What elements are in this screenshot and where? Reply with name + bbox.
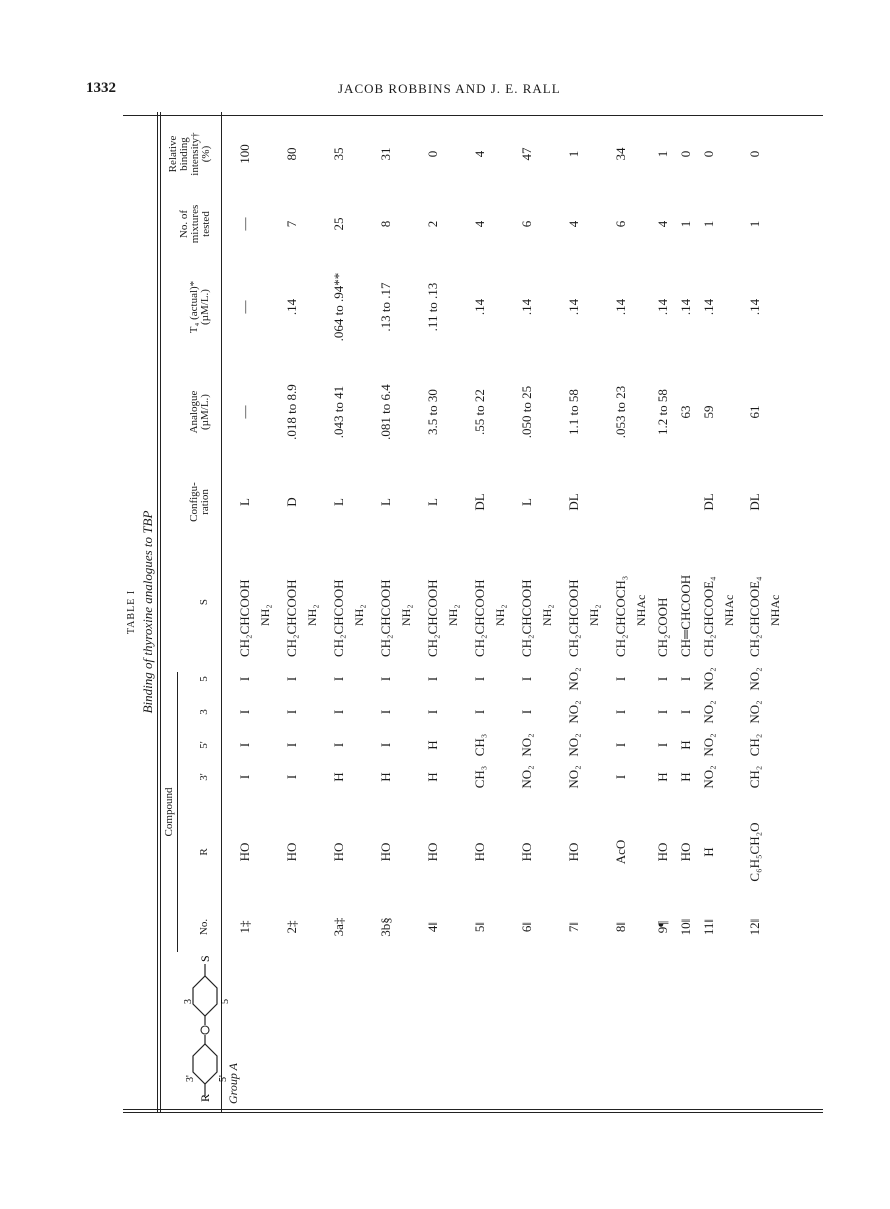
cell-t4: — xyxy=(237,300,252,314)
cell-t4: .064 to .94** xyxy=(331,272,346,342)
cell-t4: .14 xyxy=(284,298,299,316)
cell-no: 7‖ xyxy=(566,921,581,933)
cell-s: CH₂CHCOOH xyxy=(378,579,393,657)
cell-analogue: .081 to 6.4 xyxy=(378,384,393,440)
cell-5prime: I xyxy=(237,742,252,748)
top-rule xyxy=(157,112,158,1112)
cell-configuration: L xyxy=(425,498,440,506)
cell-mixtures: 4 xyxy=(472,220,487,228)
table-row xyxy=(748,112,812,1112)
cell-3prime: NO₂ xyxy=(566,765,581,789)
cell-relative-binding: 0 xyxy=(747,150,762,158)
cell-5: I xyxy=(237,676,252,682)
cell-r: HO xyxy=(378,842,393,862)
cell-3: NO₂ xyxy=(566,700,581,724)
top-rule-2 xyxy=(160,112,161,1112)
cell-no: 3b§ xyxy=(378,917,393,937)
cell-s: CH₂CHCOOH xyxy=(284,579,299,657)
cell-s: CH₂CHCOOH xyxy=(519,579,534,657)
cell-3: NO₂ xyxy=(701,700,716,724)
svg-text:3': 3' xyxy=(185,1075,196,1082)
cell-mixtures: — xyxy=(237,217,252,231)
cell-s: CH₂CHCOOH xyxy=(472,579,487,657)
cell-5: I xyxy=(425,676,440,682)
cell-t4: .14 xyxy=(701,298,716,316)
cell-configuration: DL xyxy=(701,493,716,511)
cell-5: I xyxy=(678,676,693,682)
cell-5: I xyxy=(613,676,628,682)
cell-s-sub: NH₂ xyxy=(587,604,601,626)
cell-mixtures: 2 xyxy=(425,220,440,228)
cell-configuration: DL xyxy=(566,493,581,511)
header-configuration: Configu- ration xyxy=(188,482,211,522)
group-label: Group A xyxy=(226,1062,240,1104)
cell-mixtures: 8 xyxy=(378,220,393,228)
cell-5prime: I xyxy=(284,742,299,748)
cell-5: NO₂ xyxy=(747,667,762,691)
cell-analogue: .018 to 8.9 xyxy=(284,384,299,440)
svg-text:5': 5' xyxy=(218,1075,229,1082)
cell-analogue: 59 xyxy=(701,405,716,419)
cell-5: I xyxy=(655,676,670,682)
cell-no: 10‖ xyxy=(678,918,693,936)
cell-5prime: I xyxy=(655,742,670,748)
cell-relative-binding: 47 xyxy=(519,147,534,161)
cell-3prime: H xyxy=(425,772,440,782)
cell-mixtures: 1 xyxy=(678,220,693,228)
cell-5prime: NO₂ xyxy=(701,733,716,757)
header-3: 3 xyxy=(198,709,210,715)
cell-t4: .14 xyxy=(519,298,534,316)
cell-relative-binding: 1 xyxy=(566,150,581,158)
cell-analogue: 61 xyxy=(747,405,762,419)
cell-r: C₆H₅CH₂O xyxy=(747,822,762,882)
cell-3: I xyxy=(331,709,346,715)
cell-5prime: I xyxy=(331,742,346,748)
cell-s: CH₂CHCOOH xyxy=(237,579,252,657)
cell-5prime: H xyxy=(425,740,440,750)
cell-3: I xyxy=(425,709,440,715)
svg-text:R: R xyxy=(198,1093,212,1102)
cell-mixtures: 6 xyxy=(519,220,534,228)
rotated-table xyxy=(123,112,823,1112)
cell-t4: .14 xyxy=(747,298,762,316)
cell-s: CH₂CHCOOE₄ xyxy=(747,576,762,657)
cell-s-sub: NH₂ xyxy=(540,604,554,626)
cell-configuration: DL xyxy=(747,493,762,511)
cell-relative-binding: 0 xyxy=(425,150,440,158)
header-5prime: 5' xyxy=(198,741,210,749)
cell-no: 2‡ xyxy=(284,920,299,934)
header-r: R xyxy=(198,848,210,856)
cell-3prime: NO₂ xyxy=(519,765,534,789)
cell-no: 11‖ xyxy=(701,918,716,936)
cell-3prime: I xyxy=(237,774,252,780)
cell-s: CH₂CHCOOH xyxy=(331,579,346,657)
cell-3prime: H xyxy=(655,772,670,782)
cell-5: I xyxy=(331,676,346,682)
cell-s-sub: NH₂ xyxy=(305,604,319,626)
page-number: 1332 xyxy=(86,80,116,96)
header-analogue: Analogue (µM/L.) xyxy=(188,390,211,434)
cell-mixtures: 25 xyxy=(331,217,346,231)
cell-3prime: H xyxy=(331,772,346,782)
cell-analogue: .053 to 23 xyxy=(613,385,628,439)
cell-r: HO xyxy=(519,842,534,862)
cell-5prime: I xyxy=(378,742,393,748)
header-no: No. xyxy=(198,918,210,936)
cell-s-sub: NHAc xyxy=(768,594,782,626)
cell-analogue: 1.2 to 58 xyxy=(655,389,670,435)
cell-r: H xyxy=(701,847,716,857)
cell-mixtures: 4 xyxy=(655,220,670,228)
table-label: TABLE I xyxy=(126,589,137,635)
header-t4: T₄ (actual)* (µM/L.) xyxy=(188,280,211,334)
cell-5: I xyxy=(284,676,299,682)
cell-3: I xyxy=(519,709,534,715)
cell-s-sub: NHAc xyxy=(722,594,736,626)
cell-3: NO₂ xyxy=(747,700,762,724)
cell-analogue: .55 to 22 xyxy=(472,389,487,435)
cell-no: 4‖ xyxy=(425,921,440,933)
cell-mixtures: 1 xyxy=(747,220,762,228)
cell-3: I xyxy=(655,709,670,715)
cell-relative-binding: 0 xyxy=(678,150,693,158)
cell-r: AcO xyxy=(613,839,628,865)
cell-5prime: NO₂ xyxy=(566,733,581,757)
cell-relative-binding: 80 xyxy=(284,147,299,161)
cell-s: CH₂CHCOCH₃ xyxy=(613,575,628,657)
cell-no: 9¶ xyxy=(655,920,670,934)
cell-s-sub: NH₂ xyxy=(258,604,272,626)
cell-s: CH═CHCOOH xyxy=(678,574,693,657)
cell-relative-binding: 100 xyxy=(237,144,252,164)
cell-s: CH₂CHCOOE₄ xyxy=(701,576,716,657)
cell-no: 3a‡ xyxy=(331,917,346,937)
cell-analogue: 3.5 to 30 xyxy=(425,389,440,435)
cell-no: 12‖ xyxy=(747,918,762,936)
cell-t4: .14 xyxy=(678,298,693,316)
cell-relative-binding: 1 xyxy=(655,150,670,158)
cell-relative-binding: 31 xyxy=(378,147,393,161)
header-5: 5 xyxy=(198,676,210,682)
cell-5: NO₂ xyxy=(701,667,716,691)
cell-5prime: H xyxy=(678,740,693,750)
cell-no: 1‡ xyxy=(237,920,252,934)
cell-r: HO xyxy=(284,842,299,862)
cell-relative-binding: 4 xyxy=(472,150,487,158)
cell-s-sub: NH₂ xyxy=(446,604,460,626)
cell-configuration: D xyxy=(284,497,299,507)
cell-configuration: DL xyxy=(472,493,487,511)
cell-3: I xyxy=(678,709,693,715)
cell-r: HO xyxy=(425,842,440,862)
cell-r: HO xyxy=(655,842,670,862)
cell-5: NO₂ xyxy=(566,667,581,691)
cell-5prime: CH₂ xyxy=(747,733,762,757)
cell-5: I xyxy=(378,676,393,682)
cell-analogue: .050 to 25 xyxy=(519,385,534,439)
cell-5: I xyxy=(472,676,487,682)
svg-text:3: 3 xyxy=(183,999,194,1004)
cell-t4: .11 to .13 xyxy=(425,282,440,332)
cell-3: I xyxy=(378,709,393,715)
left-double-rule xyxy=(123,1112,823,1113)
svg-text:S: S xyxy=(198,955,212,962)
cell-configuration: L xyxy=(519,498,534,506)
header-mixtures: No. of mixtures tested xyxy=(178,204,212,244)
cell-5: I xyxy=(519,676,534,682)
cell-3: I xyxy=(472,709,487,715)
cell-analogue: 1.1 to 58 xyxy=(566,389,581,435)
cell-mixtures: 4 xyxy=(566,220,581,228)
header-s: S xyxy=(198,598,210,606)
cell-r: HO xyxy=(678,842,693,862)
cell-r: HO xyxy=(331,842,346,862)
cell-relative-binding: 34 xyxy=(613,147,628,161)
cell-s-sub: NH₂ xyxy=(399,604,413,626)
page-header xyxy=(0,80,890,104)
cell-s-sub: NH₂ xyxy=(493,604,507,626)
cell-no: 8‖ xyxy=(613,921,628,933)
cell-3prime: NO₂ xyxy=(701,765,716,789)
cell-3prime: H xyxy=(678,772,693,782)
cell-3: I xyxy=(613,709,628,715)
cell-configuration: L xyxy=(237,498,252,506)
cell-r: HO xyxy=(566,842,581,862)
cell-r: HO xyxy=(237,842,252,862)
cell-configuration: L xyxy=(331,498,346,506)
cell-r: HO xyxy=(472,842,487,862)
cell-t4: .14 xyxy=(655,298,670,316)
table-title: Binding of thyroxine analogues to TBP xyxy=(140,510,155,714)
compound-rule xyxy=(177,672,178,952)
cell-5prime: NO₂ xyxy=(519,733,534,757)
cell-3: I xyxy=(284,709,299,715)
header-compound: Compound xyxy=(163,787,175,837)
cell-configuration: L xyxy=(378,498,393,506)
cell-s: CH₂COOH xyxy=(655,597,670,657)
cell-mixtures: 7 xyxy=(284,220,299,228)
cell-3prime: I xyxy=(613,774,628,780)
cell-mixtures: 6 xyxy=(613,220,628,228)
cell-no: 5‖ xyxy=(472,921,487,933)
cell-5prime: I xyxy=(613,742,628,748)
cell-relative-binding: 0 xyxy=(701,150,716,158)
cell-3prime: H xyxy=(378,772,393,782)
cell-analogue: 63 xyxy=(678,405,693,419)
cell-analogue: — xyxy=(237,405,252,419)
cell-s-sub: NH₂ xyxy=(352,604,366,626)
cell-3prime: I xyxy=(284,774,299,780)
cell-s: CH₂CHCOOH xyxy=(425,579,440,657)
running-head: JACOB ROBBINS AND J. E. RALL xyxy=(338,81,561,96)
cell-s: CH₂CHCOOH xyxy=(566,579,581,657)
svg-text:5: 5 xyxy=(220,999,231,1004)
cell-relative-binding: 35 xyxy=(331,147,346,161)
cell-3prime: CH₃ xyxy=(472,765,487,789)
cell-s-sub: NHAc xyxy=(634,594,648,626)
cell-3prime: CH₂ xyxy=(747,765,762,789)
header-relative-binding: Relative binding intensity† (%) xyxy=(167,132,212,176)
cell-mixtures: 1 xyxy=(701,220,716,228)
cell-t4: .13 to .17 xyxy=(378,282,393,332)
cell-5prime: CH₃ xyxy=(472,733,487,757)
cell-no: 6‖ xyxy=(519,921,534,933)
cell-t4: .14 xyxy=(566,298,581,316)
header-3prime: 3' xyxy=(198,773,210,781)
cell-t4: .14 xyxy=(472,298,487,316)
cell-t4: .14 xyxy=(613,298,628,316)
cell-3: I xyxy=(237,709,252,715)
cell-analogue: .043 to 41 xyxy=(331,385,346,439)
